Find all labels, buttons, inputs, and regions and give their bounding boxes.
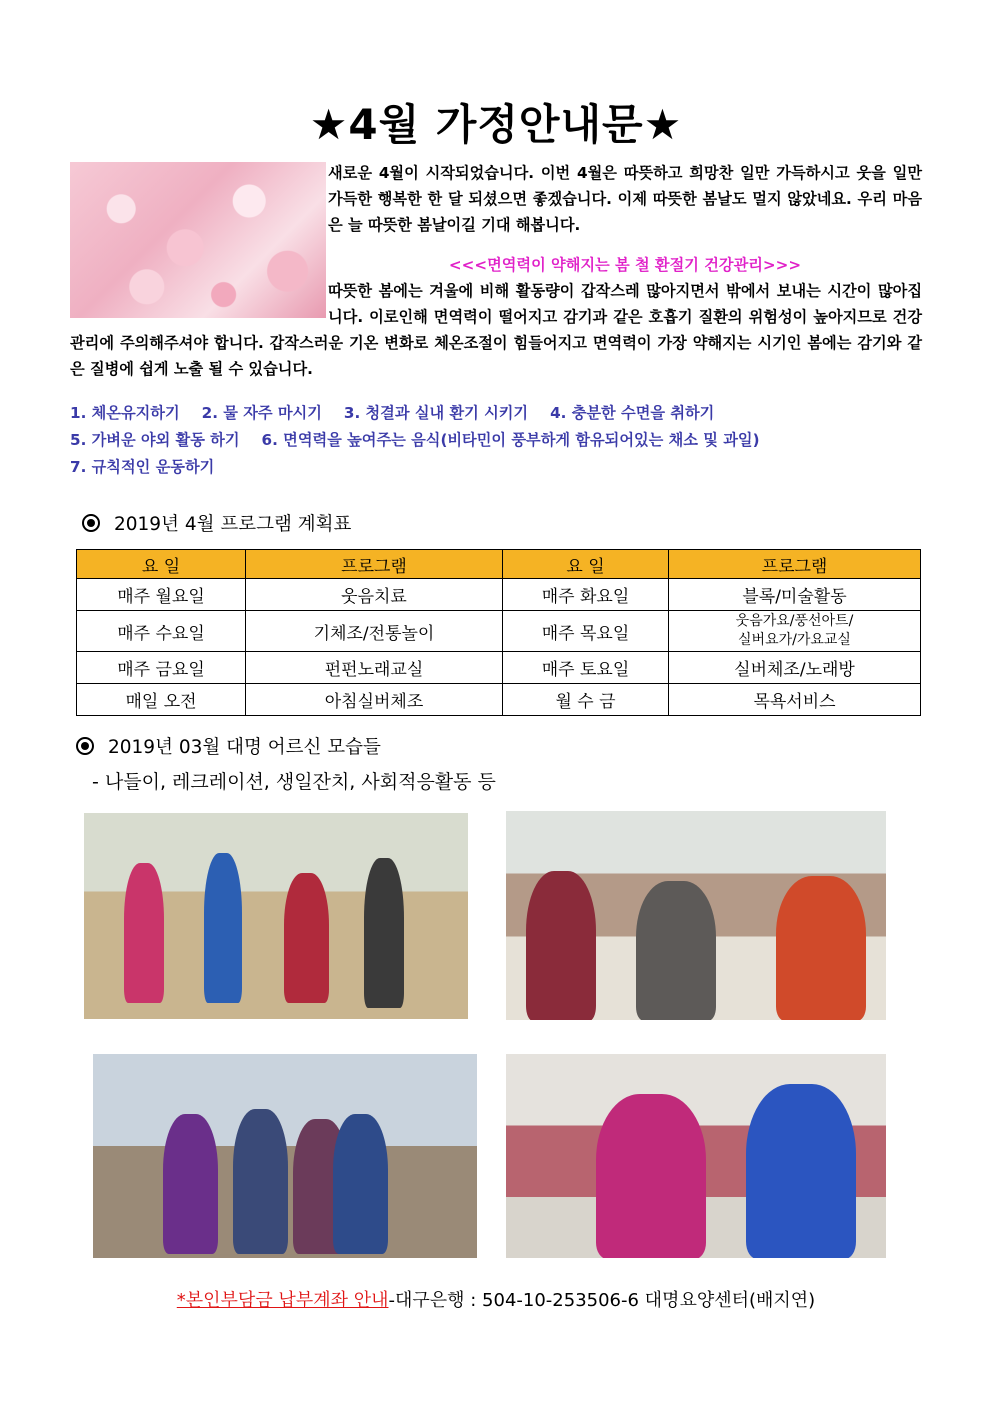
tip-item: 2. 물 자주 마시기	[201, 404, 322, 422]
account-label: *본인부담금 납부계좌 안내	[176, 1290, 389, 1311]
photo-recreation	[84, 813, 468, 1019]
health-subheading: <<<면역력이 약해지는 봄 철 환절기 건강관리>>>	[448, 256, 802, 274]
photo-birthday-party	[506, 1054, 886, 1258]
table-row: 매주 월요일 웃음치료 매주 화요일 블록/미술활동	[77, 579, 921, 611]
tip-item: 1. 체온유지하기	[70, 404, 180, 422]
program-plan-table	[76, 549, 921, 716]
intro-text	[70, 160, 922, 382]
account-info	[0, 1286, 992, 1312]
page-title: ★4월 가정안내문★	[309, 100, 683, 149]
health-tips	[70, 400, 782, 481]
plan-section-heading: 2019년 4월 프로그램 계획표	[82, 510, 351, 536]
table-row: 매일 오전 아침실버체조 월 수 금 목욕서비스	[77, 684, 921, 716]
circle-bullet-icon	[82, 514, 100, 532]
tips-row	[70, 400, 782, 427]
table-row: 매주 수요일 기체조/전통놀이 매주 목요일 웃음가요/풍선아트/ 실버요가/가요교실	[77, 611, 921, 652]
tip-item: 3. 청결과 실내 환기 시키기	[343, 404, 529, 422]
tips-row	[70, 454, 782, 481]
tip-item: 5. 가벼운 야외 활동 하기	[70, 431, 240, 449]
tip-item: 7. 규칙적인 운동하기	[70, 458, 215, 476]
photo-activity-table	[506, 811, 886, 1020]
tip-item: 6. 면역력을 높여주는 음식(비타민이 풍부하게 함유되어있는 채소 및 과일)	[261, 431, 760, 449]
table-row: 매주 금요일 펀펀노래교실 매주 토요일 실버체조/노래방	[77, 652, 921, 684]
table-header-row: 요 일 프로그램 요 일 프로그램	[77, 550, 921, 579]
tips-row	[70, 427, 782, 454]
circle-bullet-icon	[76, 737, 94, 755]
account-number: -대구은행 : 504-10-253506-6 대명요양센터(배지연)	[388, 1290, 816, 1311]
photos-section-heading: 2019년 03월 대명 어르신 모습들	[76, 733, 381, 759]
intro-paragraph-1: 새로운 4월이 시작되었습니다. 이번 4월은 따뜻하고 희망찬 일만 가득하시고 웃을 일만 가득한 행복한 한 달 되셨으면 좋겠습니다. 이제 따뜻한 봄날도 멀지 않았네요. 우리 마음은 늘 따뜻한 봄날이길 기대 해봅니다.	[328, 164, 922, 234]
photos-subheading: - 나들이, 레크레이션, 생일잔치, 사회적응활동 등	[92, 771, 496, 793]
intro-paragraph-2: 따뜻한 봄에는 겨울에 비해 활동량이 갑작스레 많아지면서 밖에서 보내는 시간이 많아집니다. 이로인해 면역력이 떨어지고 감기과 같은 호흡기 질환의 위험성이 높아지므로 건강관리에 주의해주셔야 합니다. 갑작스러운 기온 변화로 체온조절이 힘들어지고 면역력이 가장 약해지는 시기인 봄에는 감기와 같은 질병에 쉽게 노출 될 수 있습니다.	[70, 282, 922, 378]
tip-item: 4. 충분한 수면을 취하기	[550, 404, 715, 422]
photo-outing	[93, 1054, 477, 1258]
